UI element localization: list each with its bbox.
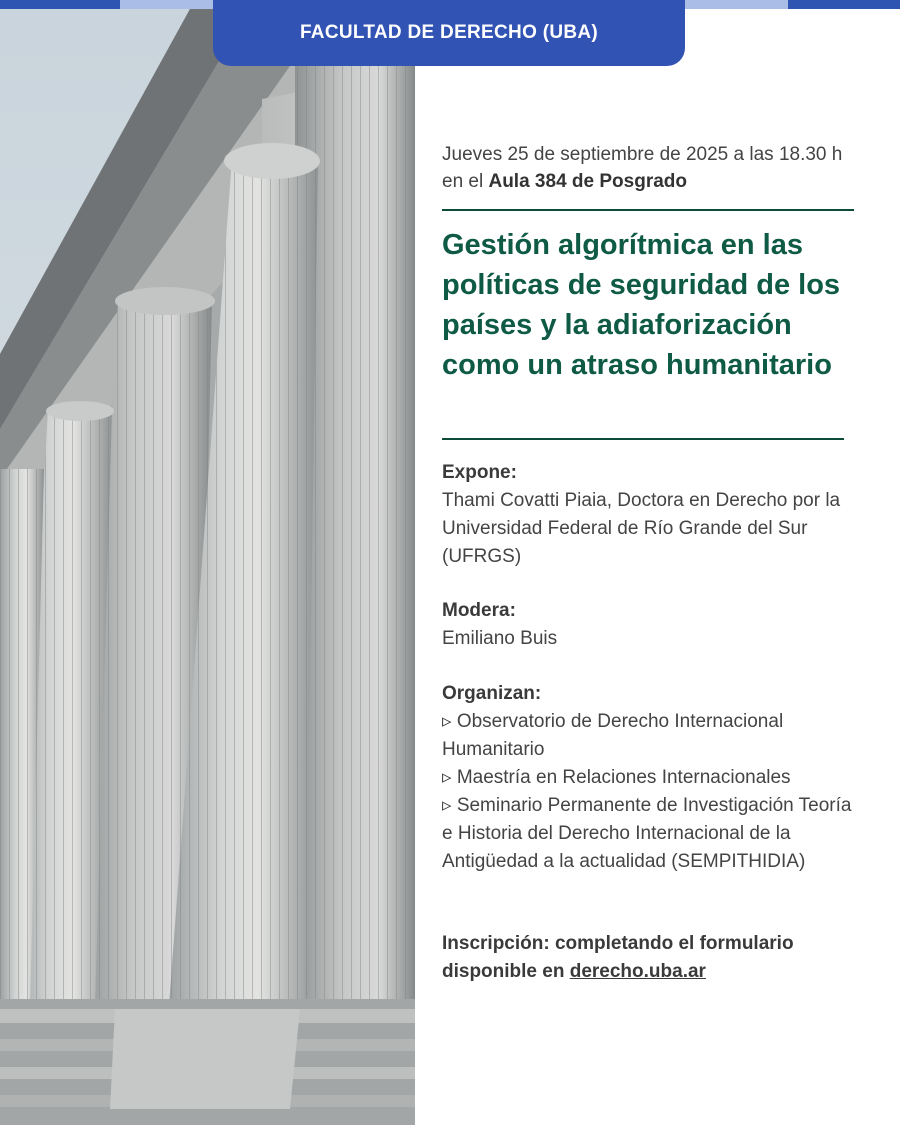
moderator-section [442,597,862,653]
speaker-section [442,459,862,571]
building-columns-photo [0,9,415,1125]
organizers-label: Organizan: [442,683,542,704]
registration-text: Inscripción: completando el formulario disponible en [442,933,794,982]
event-date-location [442,141,862,195]
moderator-name: Emiliano Buis [442,628,558,649]
event-room: Aula 384 de Posgrado [488,171,687,192]
organizer-item: ▹ Seminario Permanente de Investigación Teoría e Historia del Derecho Internacional de la Antigüedad a la actualidad (SEMPITHIDIA) [442,795,852,872]
organizer-item: ▹ Observatorio de Derecho Internacional Humanitario [442,711,784,760]
divider-top [442,209,854,211]
registration-link[interactable]: derecho.uba.ar [569,961,706,982]
event-title: Gestión algorítmica en las políticas de seguridad de los países y la adiaforización como un atraso humanitario [442,229,841,381]
organizers-section [442,680,862,876]
speaker-label: Expone: [442,462,517,483]
divider-bottom [442,438,844,440]
stripe-accent [685,0,788,9]
event-date-time: Jueves 25 de septiembre de 2025 a las 18.30 h en el [442,144,843,192]
registration-note [442,930,862,986]
moderator-label: Modera: [442,600,516,621]
stripe-accent [120,0,215,9]
organizer-item: ▹ Maestría en Relaciones Internacionales [442,767,791,788]
faculty-tab: FACULTAD DE DERECHO (UBA) [213,0,685,66]
speaker-text: Thami Covatti Piaia, Doctora en Derecho por la Universidad Federal de Río Grande del Sur (UFRGS) [442,490,841,567]
